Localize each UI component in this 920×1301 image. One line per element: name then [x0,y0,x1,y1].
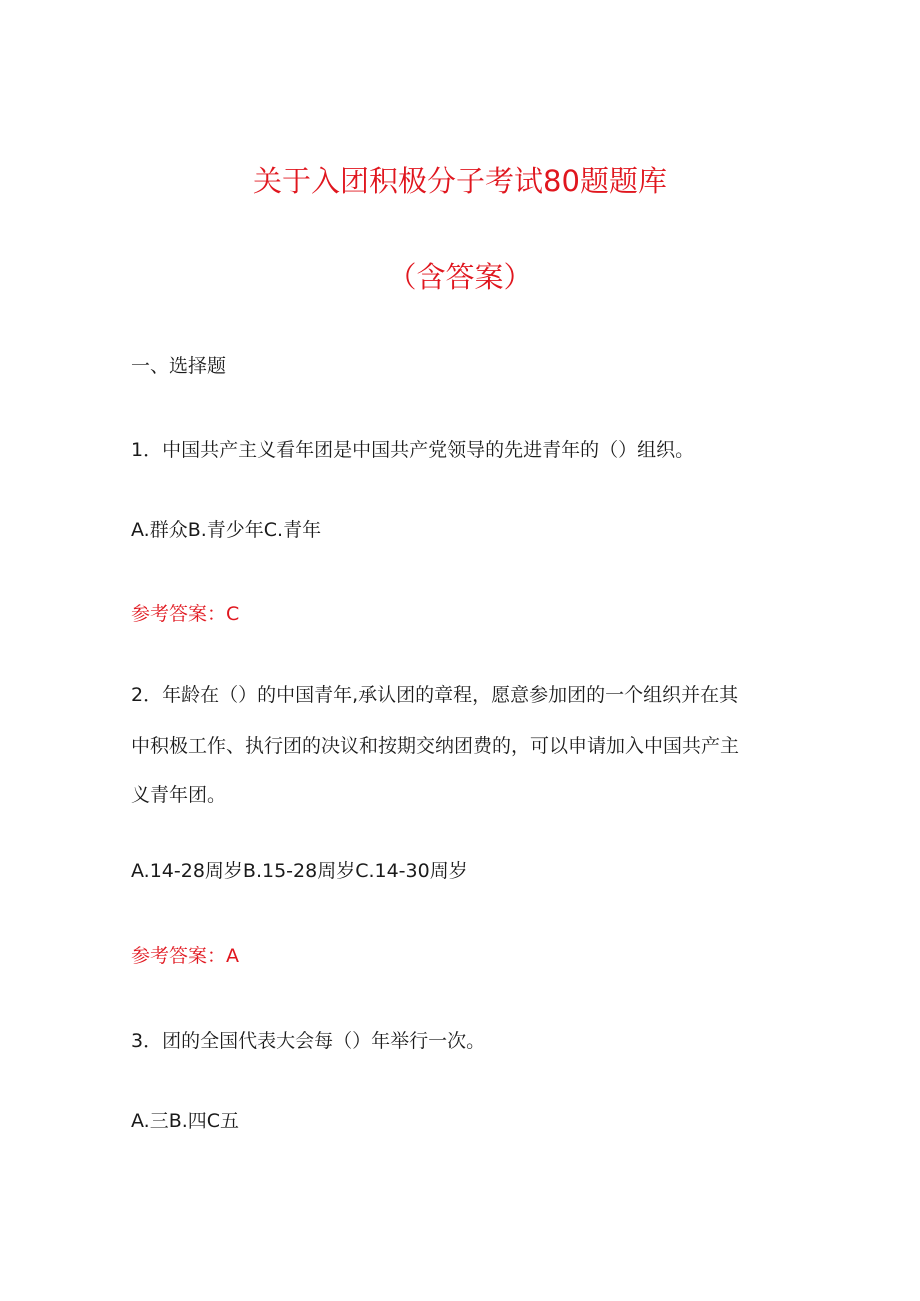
question-2-stem-line-2: 中积极工作、执行团的决议和按期交纳团费的，可以申请加入中国共产主 [131,735,740,757]
question-3-options: A.三B.四C五 [131,1110,240,1132]
question-1-stem: 1．中国共产主义看年团是中国共产党领导的先进青年的（）组织。 [131,439,695,461]
question-2-stem-line-1: 2．年龄在（）的中国青年,承认团的章程，愿意参加团的一个组织并在其 [131,684,739,706]
question-2-answer: 参考答案：A [131,945,239,967]
document-title: 关于入团积极分子考试80题题库 [253,164,667,198]
question-3-stem: 3．团的全国代表大会每（）年举行一次。 [131,1030,486,1052]
question-1-options: A.群众B.青少年C.青年 [131,519,322,541]
question-1-answer: 参考答案：C [131,603,240,625]
document-subtitle: （含答案） [387,260,533,294]
question-2-stem-line-3: 义青年团。 [131,784,227,806]
question-2-options: A.14-28周岁B.15-28周岁C.14-30周岁 [131,860,468,882]
section-heading: 一、选择题 [131,355,227,377]
